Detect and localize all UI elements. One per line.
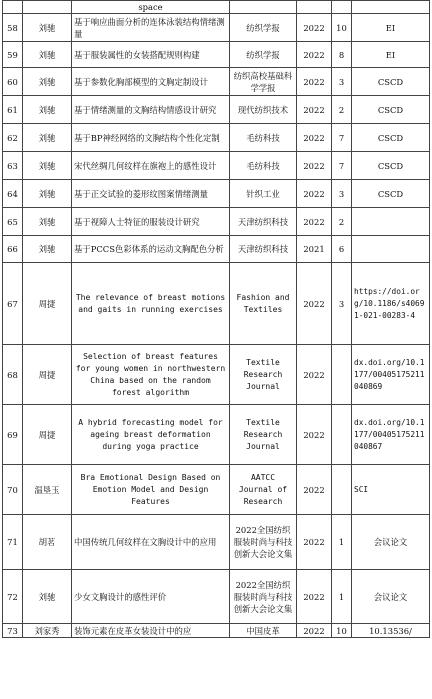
- cell-no: 67: [3, 263, 23, 345]
- cell-index: CSCD: [352, 96, 430, 124]
- cell-title: 宋代丝绸几何纹样在旗袍上的感性设计: [72, 152, 230, 180]
- table-row-top-fragment: [3, 1, 430, 14]
- cell-title: Selection of breast features for young women in northwestern China based on the random forest algorithm: [72, 345, 230, 405]
- cell-title: A hybrid forecasting model for ageing breast deformation during yoga practice: [72, 405, 230, 465]
- cell-no: 72: [3, 570, 23, 624]
- cell-no: 66: [3, 236, 23, 263]
- cell-year: 2022: [297, 68, 332, 96]
- cell-title: 基于BP神经网络的文胸结构个性化定制: [72, 124, 230, 152]
- cell-rank: [332, 465, 352, 515]
- table-row: [3, 68, 430, 96]
- cell-year: 2021: [297, 236, 332, 263]
- cell-journal: Textile Research Journal: [230, 405, 297, 465]
- cell-no: 70: [3, 465, 23, 515]
- cell-index: EI: [352, 14, 430, 42]
- cell-year: 2022: [297, 263, 332, 345]
- cell-index: CSCD: [352, 68, 430, 96]
- cell-rank: [332, 405, 352, 465]
- cell-author: 胡茗: [23, 515, 72, 570]
- publication-table: [2, 0, 430, 638]
- table-row: [3, 42, 430, 68]
- cell-title-fragment: space: [72, 1, 230, 14]
- table-row: [3, 152, 430, 180]
- cell-no: 62: [3, 124, 23, 152]
- cell-year: 2022: [297, 152, 332, 180]
- cell-index: CSCD: [352, 124, 430, 152]
- cell-year: 2022: [297, 96, 332, 124]
- cell-journal: AATCC Journal of Research: [230, 465, 297, 515]
- cell-journal: 天津纺织科技: [230, 236, 297, 263]
- cell-author: 刘家秀: [23, 624, 72, 638]
- cell-author: 刘驰: [23, 68, 72, 96]
- cell-index: dx.doi.org/10.1177/00405175211040867: [352, 405, 430, 465]
- cell-journal: 2022全国纺织服装时尚与科技创新大会论文集: [230, 515, 297, 570]
- cell-index: https://doi.org/10.1186/s40691-021-00283-4: [352, 263, 430, 345]
- cell-index: [352, 208, 430, 236]
- cell-journal: 纺织学报: [230, 14, 297, 42]
- cell-journal: 针织工业: [230, 180, 297, 208]
- cell-no: 64: [3, 180, 23, 208]
- cell-no: 65: [3, 208, 23, 236]
- cell-journal: 毛纺科技: [230, 124, 297, 152]
- cell-title: 基于情绪测量的文胸结构情感设计研究: [72, 96, 230, 124]
- cell-author: 周捷: [23, 263, 72, 345]
- cell-title: 基于视障人士特征的服装设计研究: [72, 208, 230, 236]
- cell-no: 58: [3, 14, 23, 42]
- cell-author: 刘驰: [23, 14, 72, 42]
- cell-rank: 2: [332, 96, 352, 124]
- cell-no: 60: [3, 68, 23, 96]
- cell-rank: 3: [332, 263, 352, 345]
- cell-title: 少女文胸设计的感性评价: [72, 570, 230, 624]
- cell-journal: 天津纺织科技: [230, 208, 297, 236]
- cell-title: 基于PCCS色彩体系的运动文胸配色分析: [72, 236, 230, 263]
- cell-author: 刘驰: [23, 96, 72, 124]
- cell-title: 基于正交试验的菱形纹图案情绪测量: [72, 180, 230, 208]
- cell-no: 59: [3, 42, 23, 68]
- cell-no: 61: [3, 96, 23, 124]
- cell-index: 会议论文: [352, 515, 430, 570]
- cell-journal: 纺织学报: [230, 42, 297, 68]
- cell-year: 2022: [297, 345, 332, 405]
- cell-index: SCI: [352, 465, 430, 515]
- cell-journal: 中国皮革: [230, 624, 297, 638]
- cell-author: 刘驰: [23, 124, 72, 152]
- table-row: [3, 515, 430, 570]
- cell-author: 刘驰: [23, 180, 72, 208]
- cell-index: CSCD: [352, 180, 430, 208]
- cell-year: 2022: [297, 515, 332, 570]
- table-row: [3, 236, 430, 263]
- cell-author: 周捷: [23, 405, 72, 465]
- cell-journal: 纺织高校基础科学学报: [230, 68, 297, 96]
- table-row: [3, 180, 430, 208]
- cell-index: EI: [352, 42, 430, 68]
- table-row: [3, 624, 430, 638]
- cell-journal: 毛纺科技: [230, 152, 297, 180]
- table-row: [3, 465, 430, 515]
- cell-year: 2022: [297, 465, 332, 515]
- cell-rank: 8: [332, 42, 352, 68]
- cell-index: CSCD: [352, 152, 430, 180]
- cell-year: 2022: [297, 208, 332, 236]
- cell-title: 基于参数化胸部模型的文胸定制设计: [72, 68, 230, 96]
- table-row: [3, 570, 430, 624]
- cell-year: 2022: [297, 570, 332, 624]
- table-row: [3, 208, 430, 236]
- cell-rank: 2: [332, 208, 352, 236]
- cell-title: The relevance of breast motions and gaits in running exercises: [72, 263, 230, 345]
- cell-author: 刘驰: [23, 42, 72, 68]
- cell-no: 63: [3, 152, 23, 180]
- cell-index: 10.13536/: [352, 624, 430, 638]
- cell-journal: Textile Research Journal: [230, 345, 297, 405]
- cell-year: 2022: [297, 124, 332, 152]
- cell-no: 71: [3, 515, 23, 570]
- cell-title: Bra Emotional Design Based on Emotion Model and Design Features: [72, 465, 230, 515]
- cell-no: 68: [3, 345, 23, 405]
- cell-author: 周捷: [23, 345, 72, 405]
- cell-rank: 3: [332, 68, 352, 96]
- cell-index: dx.doi.org/10.1177/00405175211040869: [352, 345, 430, 405]
- cell-rank: 7: [332, 152, 352, 180]
- cell-year: 2022: [297, 624, 332, 638]
- table-row: [3, 345, 430, 405]
- cell-author: 刘驰: [23, 152, 72, 180]
- cell-title: 基于响应曲面分析的连体泳装结构情绪测量: [72, 14, 230, 42]
- cell-author: 刘驰: [23, 236, 72, 263]
- cell-rank: 10: [332, 14, 352, 42]
- cell-rank: 1: [332, 515, 352, 570]
- table-row: [3, 405, 430, 465]
- cell-title: 装饰元素在皮革女装设计中的应: [72, 624, 230, 638]
- table-row: [3, 263, 430, 345]
- table-row: [3, 124, 430, 152]
- cell-year: 2022: [297, 42, 332, 68]
- cell-rank: 3: [332, 180, 352, 208]
- cell-journal: 2022全国纺织服装时尚与科技创新大会论文集: [230, 570, 297, 624]
- cell-rank: 10: [332, 624, 352, 638]
- cell-author: 刘驰: [23, 208, 72, 236]
- cell-author: 刘驰: [23, 570, 72, 624]
- table-row: [3, 14, 430, 42]
- cell-rank: 6: [332, 236, 352, 263]
- cell-index: [352, 236, 430, 263]
- cell-journal: Fashion and Textiles: [230, 263, 297, 345]
- cell-rank: 7: [332, 124, 352, 152]
- cell-index: 会议论文: [352, 570, 430, 624]
- cell-year: 2022: [297, 405, 332, 465]
- cell-rank: [332, 345, 352, 405]
- cell-journal: 现代纺织技术: [230, 96, 297, 124]
- cell-no: 69: [3, 405, 23, 465]
- cell-year: 2022: [297, 14, 332, 42]
- cell-year: 2022: [297, 180, 332, 208]
- table-row: [3, 96, 430, 124]
- cell-author: 温垦玉: [23, 465, 72, 515]
- cell-title: 中国传统几何纹样在文胸设计中的应用: [72, 515, 230, 570]
- cell-title: 基于服装属性的女装搭配规则构建: [72, 42, 230, 68]
- cell-rank: 1: [332, 570, 352, 624]
- cell-no: 73: [3, 624, 23, 638]
